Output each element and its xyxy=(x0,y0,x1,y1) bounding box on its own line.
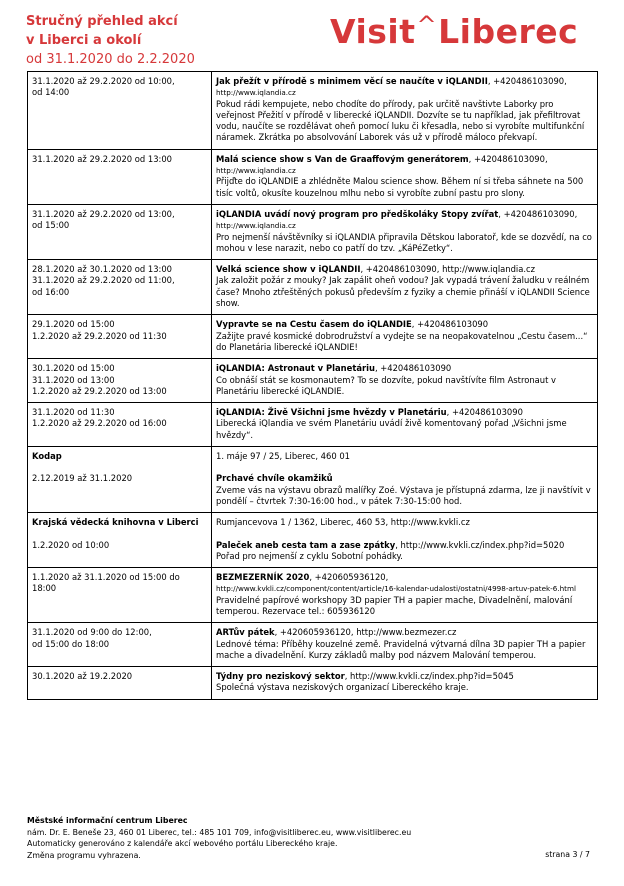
event-date: od 14:00 xyxy=(32,87,70,98)
event-row xyxy=(28,623,598,667)
event-date: 1.2.2020 až 29.2.2020 od 16:00 xyxy=(32,418,167,429)
event-description: Pokud rádi kempujete, nebo chodíte do přírody, pak určitě navštivte Laborky pro veřejnost Přežití v přírodě v liberecké iQLANDII. Dozvíte se tu například, jak přefiltrovat vodu, naučíte se rozdělávat oheň pomocí luku či křesadla, nebo si vyrobíte multifunkční náramek. Zkrátka po absolvování Laborek vás už v přírodě máloco překvapí. xyxy=(216,98,585,143)
venue-name: Krajská vědecká knihovna v Liberci xyxy=(32,517,199,528)
event-dates-cell xyxy=(28,260,212,315)
event-date: 31.1.2020 až 29.2.2020 od 13:00 xyxy=(32,153,172,164)
event-dates-cell xyxy=(28,568,212,623)
footer-address: nám. Dr. E. Beneše 23, 460 01 Liberec, tel.: 485 101 709, info@visitliberec.eu, www.visitliberec.eu xyxy=(27,827,412,837)
event-info-cell xyxy=(212,359,598,403)
event-description: Liberecká iQlandia ve svém Planetáriu uvádí živě komentovaný pořad „Všichni jsme hvězdy“. xyxy=(216,418,567,440)
venue-address: Rumjancevova 1 / 1362, Liberec, 460 53, http://www.kvkli.cz xyxy=(216,517,470,528)
logo-word-liberec: Liberec xyxy=(438,12,579,51)
event-title: iQLANDIA: Živě Všichni jsme hvězdy v Planetáriu xyxy=(216,407,447,418)
event-date: 29.1.2020 od 15:00 xyxy=(32,319,115,330)
event-date: 18:00 xyxy=(32,583,57,594)
visit-liberec-logo xyxy=(330,12,578,51)
event-contact: , +420605936120, xyxy=(309,572,389,583)
event-contact: , +420486103090 xyxy=(411,319,489,330)
event-dates-cell xyxy=(28,403,212,447)
event-contact: , +420486103090, xyxy=(498,208,578,219)
event-date: 31.1.2020 od 13:00 xyxy=(32,374,115,385)
event-date: 30.1.2020 až 19.2.2020 xyxy=(32,671,133,682)
event-date: 1.1.2020 až 31.1.2020 od 15:00 do xyxy=(32,572,180,583)
event-title-line xyxy=(216,76,594,87)
event-description: Zažijte pravé kosmické dobrodružství a vydejte se na neopakovatelnou „Cestu časem...“ do Planetária liberecké iQLANDIE! xyxy=(216,330,588,352)
event-date: 31.1.2020 až 29.2.2020 od 13:00, xyxy=(32,208,175,219)
footer-note-generated: Automaticky generováno z kalendáře akcí webového portálu Libereckého kraje. xyxy=(27,839,338,848)
event-row xyxy=(28,149,598,204)
event-row xyxy=(28,447,598,513)
event-info-cell xyxy=(212,447,598,513)
event-title-line xyxy=(216,407,594,418)
event-info-cell xyxy=(212,667,598,700)
venue-address: 1. máje 97 / 25, Liberec, 460 01 xyxy=(216,451,350,462)
event-row xyxy=(28,667,598,700)
logo-caret: ^ xyxy=(416,11,438,39)
event-date: 1.2.2020 od 10:00 xyxy=(32,539,110,550)
event-row xyxy=(28,513,598,568)
event-row xyxy=(28,260,598,315)
event-title: ARTův pátek xyxy=(216,627,275,638)
event-dates-cell xyxy=(28,513,212,568)
event-row xyxy=(28,403,598,447)
page-number: strana 3 / 7 xyxy=(545,850,590,859)
event-description: Co obnáší stát se kosmonautem? To se dozvíte, pokud navštívíte film Astronaut v Planetáriu liberecké iQLANDIE. xyxy=(216,374,556,396)
event-url[interactable]: http://www.kvkli.cz/component/content/article/16-kalendar-udalosti/ostatni/4998-artuv-patek-6.html xyxy=(216,584,576,594)
event-info-cell xyxy=(212,149,598,204)
event-row xyxy=(28,72,598,150)
event-info-cell xyxy=(212,623,598,667)
spacer xyxy=(32,462,208,473)
event-date: 31.1.2020 až 29.2.2020 od 10:00, xyxy=(32,76,175,86)
event-description: Pro nejmenší návštěvníky si iQLANDIA připravila Dětskou laboratoř, kde se dozvědí, na co mohou v lese narazit, nebo co patří do tzv. „KáPéZetky“. xyxy=(216,231,592,253)
event-title-line xyxy=(216,209,594,220)
event-title-line xyxy=(216,572,594,583)
event-row xyxy=(28,315,598,359)
event-dates-cell xyxy=(28,667,212,700)
event-info-cell xyxy=(212,568,598,623)
event-dates-cell xyxy=(28,447,212,513)
event-description: Pravidelné papírové workshopy 3D papier TH a papier mache, Divadelnění, malování temperou. Rezervace tel.: 605936120 xyxy=(216,594,573,616)
event-info-cell xyxy=(212,315,598,359)
spacer xyxy=(32,529,208,540)
event-date: 31.1.2020 od 9:00 do 12:00, xyxy=(32,627,152,638)
event-description: Jak založit požár z mouky? Jak zapálit oheň vodou? Jak vypadá trávení žaludku v reálném čase? Mnoho ztřeštěných pokusů především z fyziky a chemie přináší v iQLANDII Science show. xyxy=(216,275,590,309)
event-contact: , +420486103090 xyxy=(446,407,523,418)
event-title-line xyxy=(216,319,594,330)
event-url[interactable]: http://www.iqlandia.cz xyxy=(216,166,296,176)
title-line-2: v Liberci a okolí xyxy=(26,33,142,48)
event-description: Přijďte do iQLANDIE a zhlédněte Malou science show. Během ní si třeba sáhnete na 500 tisíc voltů, okusíte kouzelnou mlhu nebo si vyrobíte zubní pastu pro slony. xyxy=(216,176,584,198)
logo-word-visit: Visit xyxy=(330,12,416,51)
event-info-cell xyxy=(212,513,598,568)
event-title-line xyxy=(216,154,594,165)
event-date: 31.1.2020 od 11:30 xyxy=(32,407,115,418)
venue-name: Kodap xyxy=(32,451,62,462)
event-description: Lednové téma: Příběhy kouzelné země. Pravidelná výtvarná dílna 3D papier TH a papier mache a divadelnění. Kurzy základů malby pod názvem Malování temperou. xyxy=(216,638,586,660)
event-title: Týdny pro neziskový sektor xyxy=(216,671,345,682)
event-dates-cell xyxy=(28,623,212,667)
document-title xyxy=(26,12,195,69)
event-title: iQLANDIA: Astronaut v Planetáriu xyxy=(216,363,375,374)
event-title: Prchavé chvíle okamžiků xyxy=(216,473,333,484)
event-date: 28.1.2020 až 30.1.2020 od 13:00 xyxy=(32,264,172,275)
event-title: iQLANDIA uvádí nový program pro předškoláky Stopy zvířat xyxy=(216,208,499,219)
spacer xyxy=(216,462,594,473)
event-date: 1.2.2020 až 29.2.2020 od 11:30 xyxy=(32,330,167,341)
event-description: Zveme vás na výstavu obrazů malířky Zoé. Výstava je přístupná zdarma, lze ji navštívit v pondělí – čtvrtek 7:30-16:00 hod., v pátek 7:30-15:00 hod. xyxy=(216,484,591,506)
event-contact: , +420486103090 xyxy=(374,363,452,374)
event-title-line xyxy=(216,627,594,638)
event-contact: , +420486103090, http://www.iqlandia.cz xyxy=(360,264,536,275)
event-date: od 16:00 xyxy=(32,286,70,297)
footer-note-changes: Změna programu vyhrazena. xyxy=(27,850,141,860)
event-url[interactable]: http://www.iqlandia.cz xyxy=(216,221,296,231)
event-title-line xyxy=(216,363,594,374)
event-title: BEZMEZERNÍK 2020 xyxy=(216,572,310,583)
event-info-cell xyxy=(212,260,598,315)
event-info-cell xyxy=(212,403,598,447)
event-dates-cell xyxy=(28,149,212,204)
event-date: 30.1.2020 od 15:00 xyxy=(32,363,115,374)
event-date: 1.2.2020 až 29.2.2020 od 13:00 xyxy=(32,385,167,396)
spacer xyxy=(216,529,594,540)
event-title: Vypravte se na Cestu časem do iQLANDIE xyxy=(216,319,412,330)
event-url[interactable]: http://www.iqlandia.cz xyxy=(216,88,296,98)
title-line-1: Stručný přehled akcí xyxy=(26,14,178,29)
event-contact: , +420486103090, xyxy=(468,153,548,164)
date-range: od 31.1.2020 do 2.2.2020 xyxy=(26,52,195,67)
event-contact: , +420605936120, http://www.bezmezer.cz xyxy=(274,627,457,638)
event-date: od 15:00 do 18:00 xyxy=(32,638,110,649)
event-title-line xyxy=(216,540,594,551)
event-dates-cell xyxy=(28,72,212,150)
event-title: Velká science show v iQLANDII xyxy=(216,264,361,275)
event-description: Pořad pro nejmenší z cyklu Sobotní pohádky. xyxy=(216,550,403,561)
event-info-cell xyxy=(212,72,598,150)
event-contact: , http://www.kvkli.cz/index.php?id=5045 xyxy=(344,671,514,682)
event-description: Společná výstava neziskových organizací Libereckého kraje. xyxy=(216,682,469,693)
event-date: od 15:00 xyxy=(32,220,70,231)
event-title-line xyxy=(216,671,594,682)
event-row xyxy=(28,568,598,623)
event-title-line xyxy=(216,264,594,275)
event-info-cell xyxy=(212,204,598,259)
event-title: Malá science show s Van de Graaffovým generátorem xyxy=(216,153,469,164)
event-dates-cell xyxy=(28,204,212,259)
event-title-line xyxy=(216,473,594,484)
event-row xyxy=(28,204,598,259)
event-contact: , +420486103090, xyxy=(487,76,567,86)
event-date: 2.12.2019 až 31.1.2020 xyxy=(32,473,133,484)
event-contact: , http://www.kvkli.cz/index.php?id=5020 xyxy=(395,539,565,550)
event-title: Jak přežít v přírodě s minimem věcí se naučíte v iQLANDII xyxy=(216,76,488,86)
event-row xyxy=(28,359,598,403)
events-table xyxy=(27,71,598,700)
event-title: Paleček aneb cesta tam a zase zpátky xyxy=(216,539,396,550)
event-dates-cell xyxy=(28,359,212,403)
event-date: 31.1.2020 až 29.2.2020 od 11:00, xyxy=(32,275,175,286)
footer xyxy=(27,815,411,861)
footer-org: Městské informační centrum Liberec xyxy=(27,816,188,825)
event-dates-cell xyxy=(28,315,212,359)
